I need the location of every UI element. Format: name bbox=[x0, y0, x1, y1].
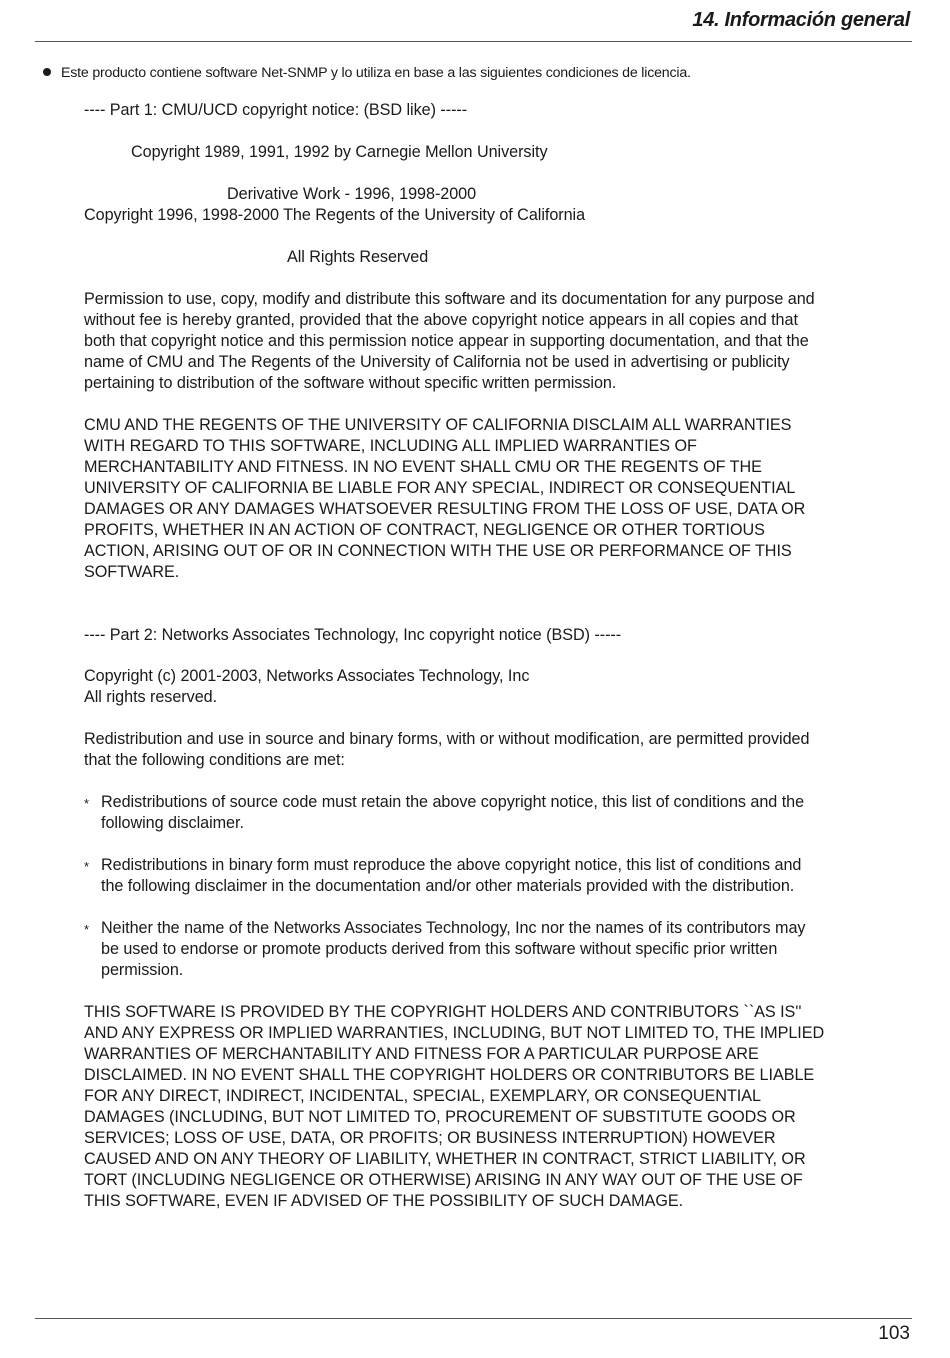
part1-disclaimer-line: ACTION, ARISING OUT OF OR IN CONNECTION WITH THE USE OR PERFORMANCE OF THIS bbox=[84, 542, 792, 560]
part1-derivative-work: Derivative Work - 1996, 1998-2000 bbox=[227, 185, 477, 203]
page-number: 103 bbox=[878, 1323, 910, 1344]
part2-heading: ---- Part 2: Networks Associates Technology, Inc copyright notice (BSD) ----- bbox=[84, 626, 622, 644]
part2-disclaimer-line: TORT (INCLUDING NEGLIGENCE OR OTHERWISE) ARISING IN ANY WAY OUT OF THE USE OF bbox=[84, 1171, 803, 1189]
part1-permission-line: both that copyright notice and this permission notice appear in supporting documentation, and that the bbox=[84, 332, 809, 350]
part2-disclaimer-line: WARRANTIES OF MERCHANTABILITY AND FITNESS FOR A PARTICULAR PURPOSE ARE bbox=[84, 1045, 759, 1063]
intro-paragraph bbox=[43, 65, 691, 81]
part2-disclaimer-line: DAMAGES (INCLUDING, BUT NOT LIMITED TO, PROCUREMENT OF SUBSTITUTE GOODS OR bbox=[84, 1108, 796, 1126]
condition-star-marker: * bbox=[84, 859, 90, 874]
part1-disclaimer-line: SOFTWARE. bbox=[84, 563, 180, 581]
part1-disclaimer-line: PROFITS, WHETHER IN AN ACTION OF CONTRACT, NEGLIGENCE OR OTHER TORTIOUS bbox=[84, 521, 765, 539]
condition-line: Redistributions in binary form must reproduce the above copyright notice, this list of conditions and bbox=[101, 856, 802, 874]
part2-disclaimer-line: AND ANY EXPRESS OR IMPLIED WARRANTIES, INCLUDING, BUT NOT LIMITED TO, THE IMPLIED bbox=[84, 1024, 825, 1042]
part2-disclaimer-line: SERVICES; LOSS OF USE, DATA, OR PROFITS; OR BUSINESS INTERRUPTION) HOWEVER bbox=[84, 1129, 776, 1147]
part1-disclaimer-line: MERCHANTABILITY AND FITNESS. IN NO EVENT SHALL CMU OR THE REGENTS OF THE bbox=[84, 458, 762, 476]
part2-copyright: Copyright (c) 2001-2003, Networks Associates Technology, Inc bbox=[84, 667, 530, 685]
part1-disclaimer-line: CMU AND THE REGENTS OF THE UNIVERSITY OF CALIFORNIA DISCLAIM ALL WARRANTIES bbox=[84, 416, 792, 434]
part1-permission-line: without fee is hereby granted, provided that the above copyright notice appears in all copies and that bbox=[84, 311, 798, 329]
intro-text: Este producto contiene software Net-SNMP y lo utiliza en base a las siguientes condiciones de licencia. bbox=[61, 65, 691, 81]
bullet-icon bbox=[43, 68, 51, 76]
footer-divider bbox=[35, 1318, 912, 1319]
condition-star-marker: * bbox=[84, 922, 90, 937]
part2-disclaimer-line: CAUSED AND ON ANY THEORY OF LIABILITY, WHETHER IN CONTRACT, STRICT LIABILITY, OR bbox=[84, 1150, 806, 1168]
condition-line: the following disclaimer in the documentation and/or other materials provided with the distribution. bbox=[101, 877, 795, 895]
part1-disclaimer-line: WITH REGARD TO THIS SOFTWARE, INCLUDING ALL IMPLIED WARRANTIES OF bbox=[84, 437, 697, 455]
part2-disclaimer-line: THIS SOFTWARE IS PROVIDED BY THE COPYRIGHT HOLDERS AND CONTRIBUTORS ``AS IS'' bbox=[84, 1003, 802, 1021]
part2-redistribution-line: Redistribution and use in source and binary forms, with or without modification, are permitted provided bbox=[84, 730, 810, 748]
part2-rights-reserved: All rights reserved. bbox=[84, 688, 218, 706]
part1-copyright-regents: Copyright 1996, 1998-2000 The Regents of the University of California bbox=[84, 206, 586, 224]
header-divider bbox=[35, 41, 912, 42]
part1-rights-reserved: All Rights Reserved bbox=[287, 248, 429, 266]
part1-disclaimer-line: DAMAGES OR ANY DAMAGES WHATSOEVER RESULTING FROM THE LOSS OF USE, DATA OR bbox=[84, 500, 806, 518]
part2-redistribution-line: that the following conditions are met: bbox=[84, 751, 345, 769]
condition-line: Redistributions of source code must retain the above copyright notice, this list of conditions and the bbox=[101, 793, 805, 811]
part2-disclaimer-line: DISCLAIMED. IN NO EVENT SHALL THE COPYRIGHT HOLDERS OR CONTRIBUTORS BE LIABLE bbox=[84, 1066, 815, 1084]
condition-line: Neither the name of the Networks Associates Technology, Inc nor the names of its contributors may bbox=[101, 919, 806, 937]
part1-copyright-cmu: Copyright 1989, 1991, 1992 by Carnegie Mellon University bbox=[131, 143, 548, 161]
condition-line: be used to endorse or promote products derived from this software without specific prior written bbox=[101, 940, 778, 958]
section-title: 14. Información general bbox=[692, 9, 910, 31]
part1-permission-line: name of CMU and The Regents of the University of California not be used in advertising or publicity bbox=[84, 353, 790, 371]
condition-line: following disclaimer. bbox=[101, 814, 244, 832]
condition-line: permission. bbox=[101, 961, 184, 979]
part1-disclaimer-line: UNIVERSITY OF CALIFORNIA BE LIABLE FOR ANY SPECIAL, INDIRECT OR CONSEQUENTIAL bbox=[84, 479, 796, 497]
part1-permission-line: Permission to use, copy, modify and distribute this software and its documentation for any purpose and bbox=[84, 290, 815, 308]
part2-disclaimer-line: THIS SOFTWARE, EVEN IF ADVISED OF THE POSSIBILITY OF SUCH DAMAGE. bbox=[84, 1192, 684, 1210]
part1-permission-line: pertaining to distribution of the software without specific written permission. bbox=[84, 374, 617, 392]
part2-disclaimer-line: FOR ANY DIRECT, INDIRECT, INCIDENTAL, SPECIAL, EXEMPLARY, OR CONSEQUENTIAL bbox=[84, 1087, 761, 1105]
condition-star-marker: * bbox=[84, 796, 90, 811]
part1-heading: ---- Part 1: CMU/UCD copyright notice: (BSD like) ----- bbox=[84, 101, 468, 119]
